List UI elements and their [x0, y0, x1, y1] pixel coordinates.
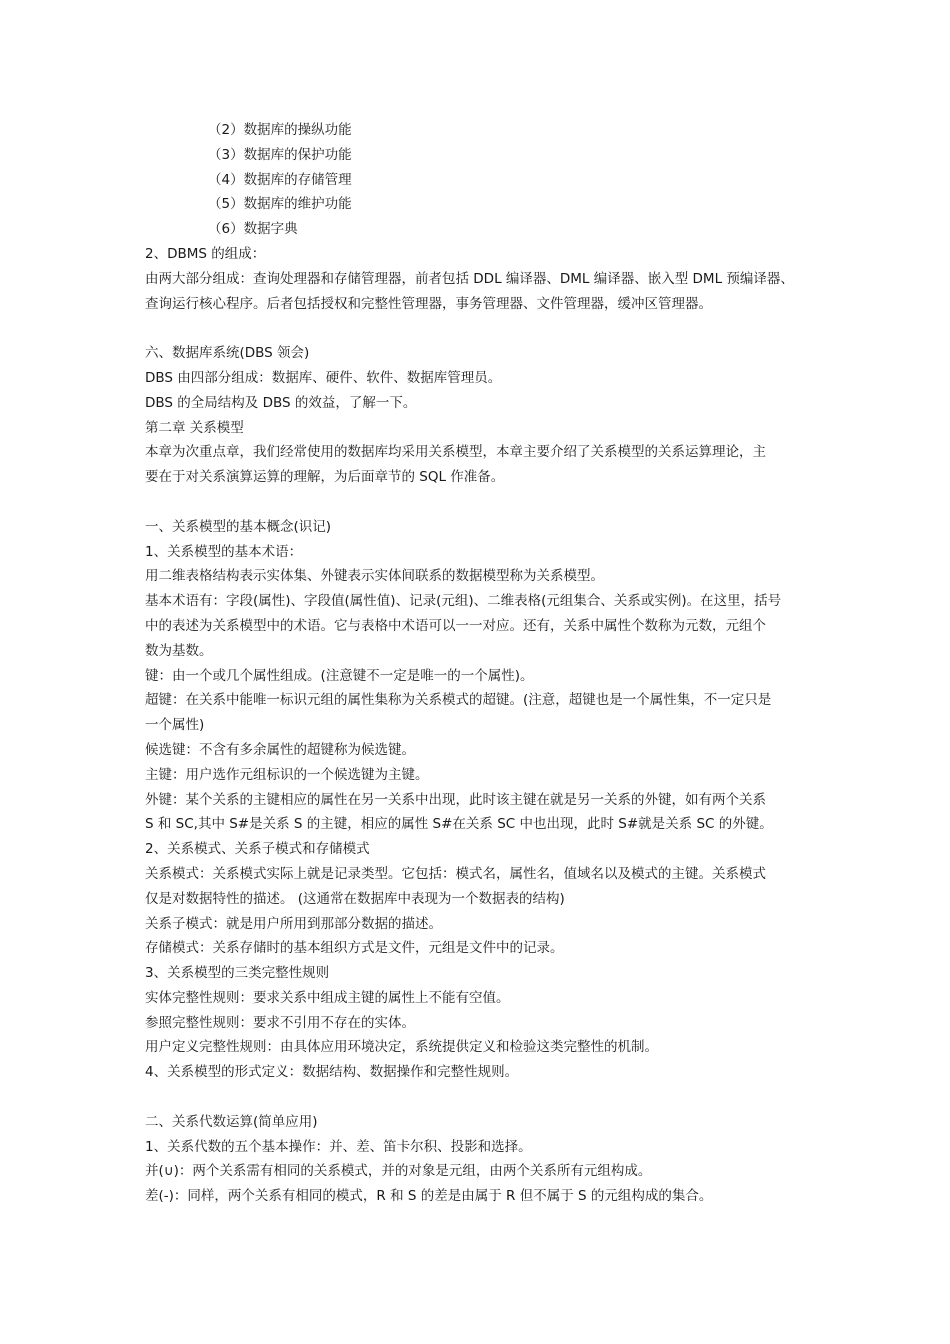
text-line: S 和 SC,其中 S#是关系 S 的主键，相应的属性 S#在关系 SC 中也出现，此时 S#就是关系 SC 的外键。: [145, 816, 773, 833]
text-line: 外键：某个关系的主键相应的属性在另一关系中出现，此时该主键在就是另一关系的外键，如有两个关系: [145, 791, 766, 808]
text-line: 关系子模式：就是用户所用到那部分数据的描述。: [145, 915, 442, 932]
text-line: 一、关系模型的基本概念(识记): [145, 518, 332, 535]
text-line: （4）数据库的存储管理: [208, 171, 352, 188]
text-line: 六、数据库系统(DBS 领会): [145, 345, 310, 362]
text-line: 数为基数。: [145, 642, 213, 659]
text-line: （5）数据库的维护功能: [208, 196, 352, 213]
text-line: 差(-)：同样，两个关系有相同的模式，R 和 S 的差是由属于 R 但不属于 S 的元组构成的集合。: [145, 1188, 713, 1205]
blank-line: [145, 490, 810, 515]
text-line: 主键：用户选作元组标识的一个候选键为主键。: [145, 766, 429, 783]
text-line: 并(∪)：两个关系需有相同的关系模式，并的对象是元组，由两个关系所有元组构成。: [145, 1163, 652, 1180]
text-line: 3、关系模型的三类完整性规则: [145, 965, 330, 982]
text-line: 查询运行核心程序。后者包括授权和完整性管理器，事务管理器、文件管理器，缓冲区管理器。: [145, 295, 712, 312]
text-line: 基本术语有：字段(属性)、字段值(属性值)、记录(元组)、二维表格(元组集合、关系或实例)。在这里，括号: [145, 593, 782, 610]
text-line: 参照完整性规则：要求不引用不存在的实体。: [145, 1014, 415, 1031]
text-line: 1、关系代数的五个基本操作：并、差、笛卡尔积、投影和选择。: [145, 1138, 532, 1155]
text-line: 超键：在关系中能唯一标识元组的属性集称为关系模式的超键。(注意，超键也是一个属性集，不一定只是: [145, 692, 772, 709]
text-line: 2、DBMS 的组成：: [145, 245, 266, 262]
text-line: 4、关系模型的形式定义：数据结构、数据操作和完整性规则。: [145, 1064, 519, 1081]
text-line: （2）数据库的操纵功能: [208, 122, 352, 138]
text-line: 本章为次重点章，我们经常使用的数据库均采用关系模型，本章主要介绍了关系模型的关系运算理论，主: [145, 444, 766, 461]
text-line: 关系模式：关系模式实际上就是记录类型。它包括：模式名，属性名，值域名以及模式的主键。关系模式: [145, 865, 766, 882]
text-line: 一个属性): [145, 717, 205, 734]
text-line: 中的表述为关系模型中的术语。它与表格中术语可以一一对应。还有，关系中属性个数称为元数，元组个: [145, 617, 766, 634]
text-line: 存储模式：关系存储时的基本组织方式是文件，元组是文件中的记录。: [145, 940, 564, 957]
text-line: 实体完整性规则：要求关系中组成主键的属性上不能有空值。: [145, 989, 510, 1006]
text-line: DBS 由四部分组成：数据库、硬件、软件、数据库管理员。: [145, 369, 502, 386]
text-line: （3）数据库的保护功能: [208, 146, 352, 163]
text-line: 第二章 关系模型: [145, 419, 244, 436]
text-line: 候选键：不含有多余属性的超键称为候选键。: [145, 741, 415, 758]
text-line: 键：由一个或几个属性组成。(注意键不一定是唯一的一个属性)。: [145, 667, 534, 684]
document-body: [145, 118, 810, 1209]
blank-line: [145, 316, 810, 341]
text-line: 用二维表格结构表示实体集、外键表示实体间联系的数据模型称为关系模型。: [145, 568, 604, 585]
text-line: （6）数据字典: [208, 221, 298, 238]
text-line: 用户定义完整性规则：由具体应用环境决定，系统提供定义和检验这类完整性的机制。: [145, 1039, 658, 1056]
text-line: 二、关系代数运算(简单应用): [145, 1113, 318, 1130]
text-line: 仅是对数据特性的描述。 (这通常在数据库中表现为一个数据表的结构): [145, 890, 565, 907]
text-line: 由两大部分组成：查询处理器和存储管理器，前者包括 DDL 编译器、DML 编译器、嵌入型 DML 预编译器、: [145, 270, 794, 287]
text-line: DBS 的全局结构及 DBS 的效益，了解一下。: [145, 394, 417, 411]
text-line: 要在于对关系演算运算的理解，为后面章节的 SQL 作准备。: [145, 469, 505, 486]
text-line: 2、关系模式、关系子模式和存储模式: [145, 841, 370, 858]
text-line: 1、关系模型的基本术语：: [145, 543, 303, 560]
blank-line: [145, 1085, 810, 1110]
